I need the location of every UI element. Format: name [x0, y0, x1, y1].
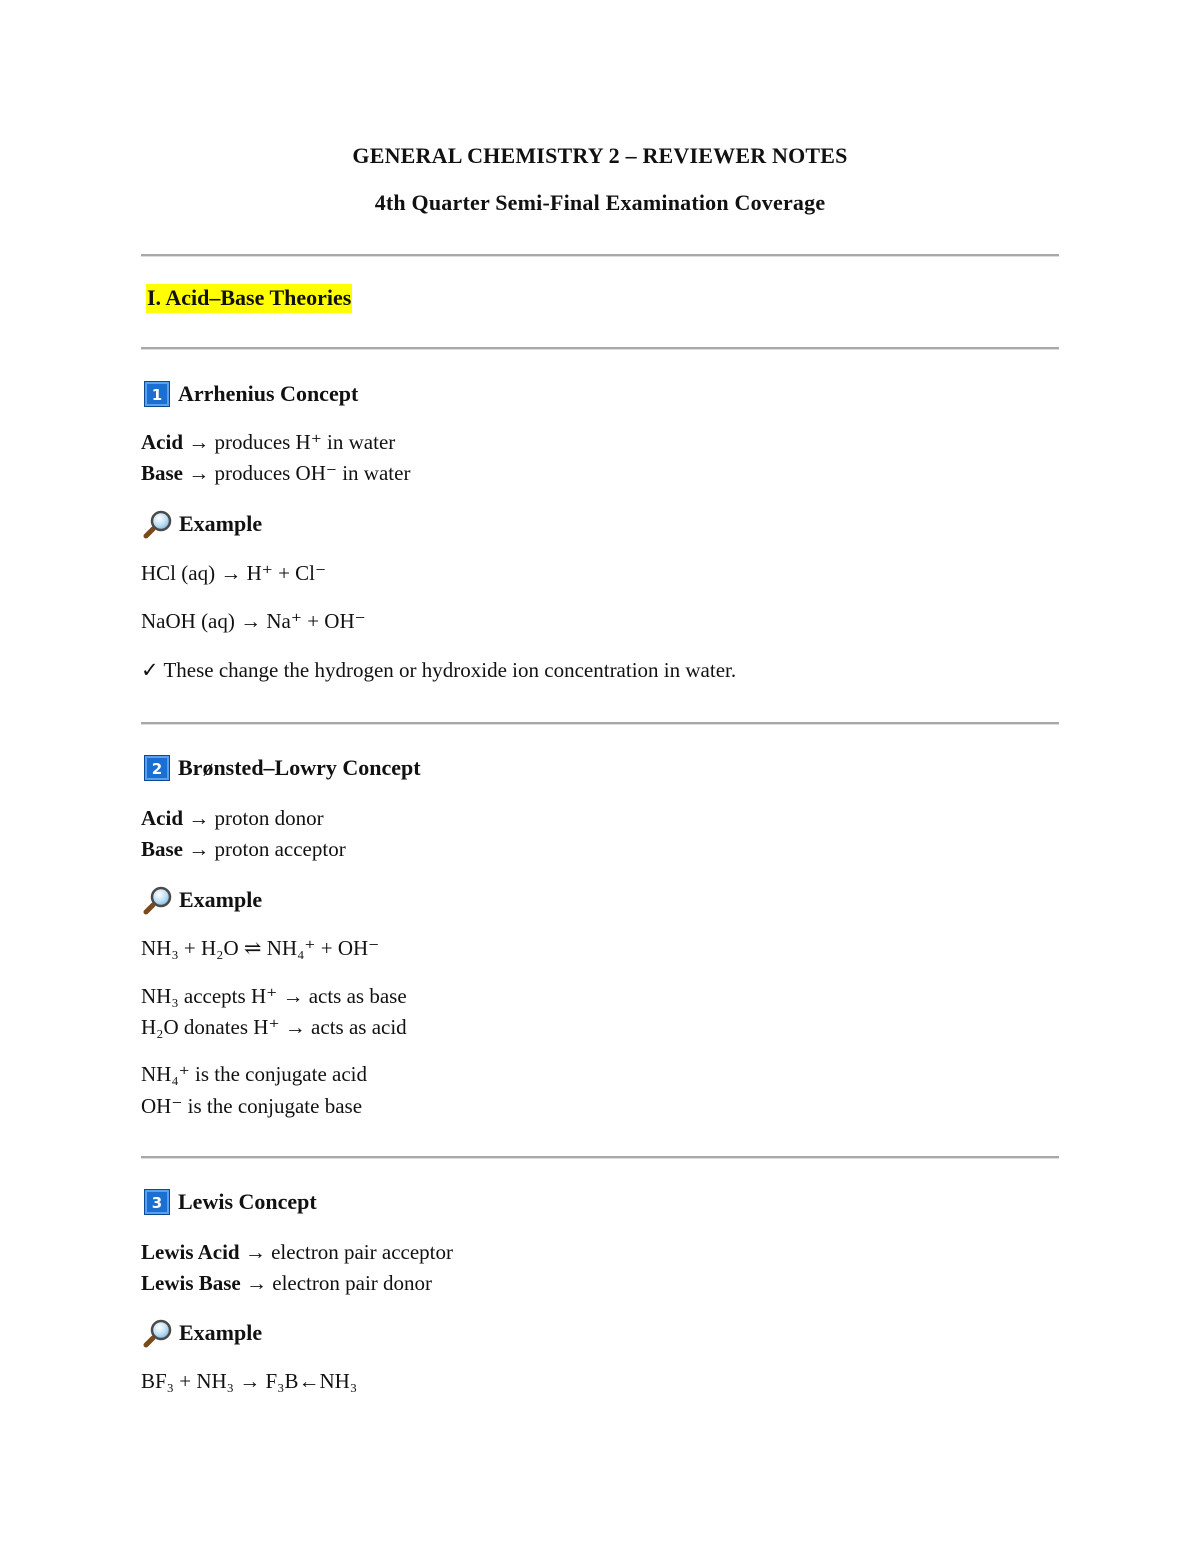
bronsted-line-3: NH₄⁺ is the conjugate acid [141, 1062, 368, 1086]
section-heading: I. Acid–Base Theories [146, 284, 352, 313]
bronsted-example-heading [143, 885, 262, 915]
lewis-base-label: Lewis Base [141, 1271, 241, 1295]
bronsted-acid-label: Acid [141, 806, 183, 830]
arrhenius-note: ✓ These change the hydrogen or hydroxide ion concentration in water. [141, 658, 737, 682]
arrhenius-example-heading [143, 509, 262, 539]
arrhenius-acid-text: → produces H⁺ in water [188, 430, 396, 454]
divider [141, 722, 1059, 725]
lewis-equation-1: BF₃ + NH₃ → F₃B←NH₃ [141, 1369, 358, 1393]
bronsted-line-4: OH⁻ is the conjugate base [141, 1094, 363, 1118]
bronsted-acid-line [141, 804, 324, 832]
bronsted-heading-text: Brønsted–Lowry Concept [178, 755, 421, 780]
magnifying-glass-icon [143, 1318, 173, 1348]
bronsted-acid-text: → proton donor [188, 806, 324, 830]
lewis-example-label: Example [179, 1320, 263, 1345]
arrhenius-heading-text: Arrhenius Concept [178, 381, 359, 406]
arrhenius-equation-1: HCl (aq) → H⁺ + Cl⁻ [141, 561, 327, 585]
bronsted-line-2: H₂O donates H⁺ → acts as acid [141, 1015, 407, 1039]
keycap-two-icon: 2 [144, 755, 170, 781]
lewis-example-heading [143, 1318, 262, 1348]
divider [141, 347, 1059, 350]
bronsted-base-text: → proton acceptor [188, 837, 346, 861]
arrhenius-base-label: Base [141, 461, 183, 485]
bronsted-example-label: Example [179, 887, 263, 912]
lewis-heading [144, 1188, 317, 1216]
arrhenius-acid-line [141, 428, 395, 456]
lewis-base-line [141, 1269, 432, 1297]
bronsted-base-line [141, 835, 346, 863]
document-title: GENERAL CHEMISTRY 2 – REVIEWER NOTES [352, 143, 848, 168]
lewis-acid-label: Lewis Acid [141, 1240, 240, 1264]
bronsted-base-label: Base [141, 837, 183, 861]
divider [141, 254, 1059, 257]
arrhenius-heading [144, 380, 358, 408]
keycap-three-icon: 3 [144, 1189, 170, 1215]
lewis-acid-text: → electron pair acceptor [244, 1240, 453, 1264]
bronsted-equation-1: NH₃ + H₂O ⇌ NH₄⁺ + OH⁻ [141, 936, 380, 960]
arrhenius-base-text: → produces OH⁻ in water [188, 461, 411, 485]
keycap-one-icon: 1 [144, 381, 170, 407]
magnifying-glass-icon [143, 509, 173, 539]
lewis-acid-line [141, 1238, 453, 1266]
document-subtitle: 4th Quarter Semi-Final Examination Coverage [374, 190, 826, 215]
arrhenius-base-line [141, 459, 410, 487]
magnifying-glass-icon [143, 885, 173, 915]
divider [141, 1156, 1059, 1159]
bronsted-heading [144, 754, 421, 782]
lewis-base-text: → electron pair donor [246, 1271, 433, 1295]
arrhenius-equation-2: NaOH (aq) → Na⁺ + OH⁻ [141, 609, 366, 633]
bronsted-line-1: NH₃ accepts H⁺ → acts as base [141, 984, 407, 1008]
arrhenius-acid-label: Acid [141, 430, 183, 454]
lewis-heading-text: Lewis Concept [178, 1189, 317, 1214]
arrhenius-example-label: Example [179, 511, 263, 536]
